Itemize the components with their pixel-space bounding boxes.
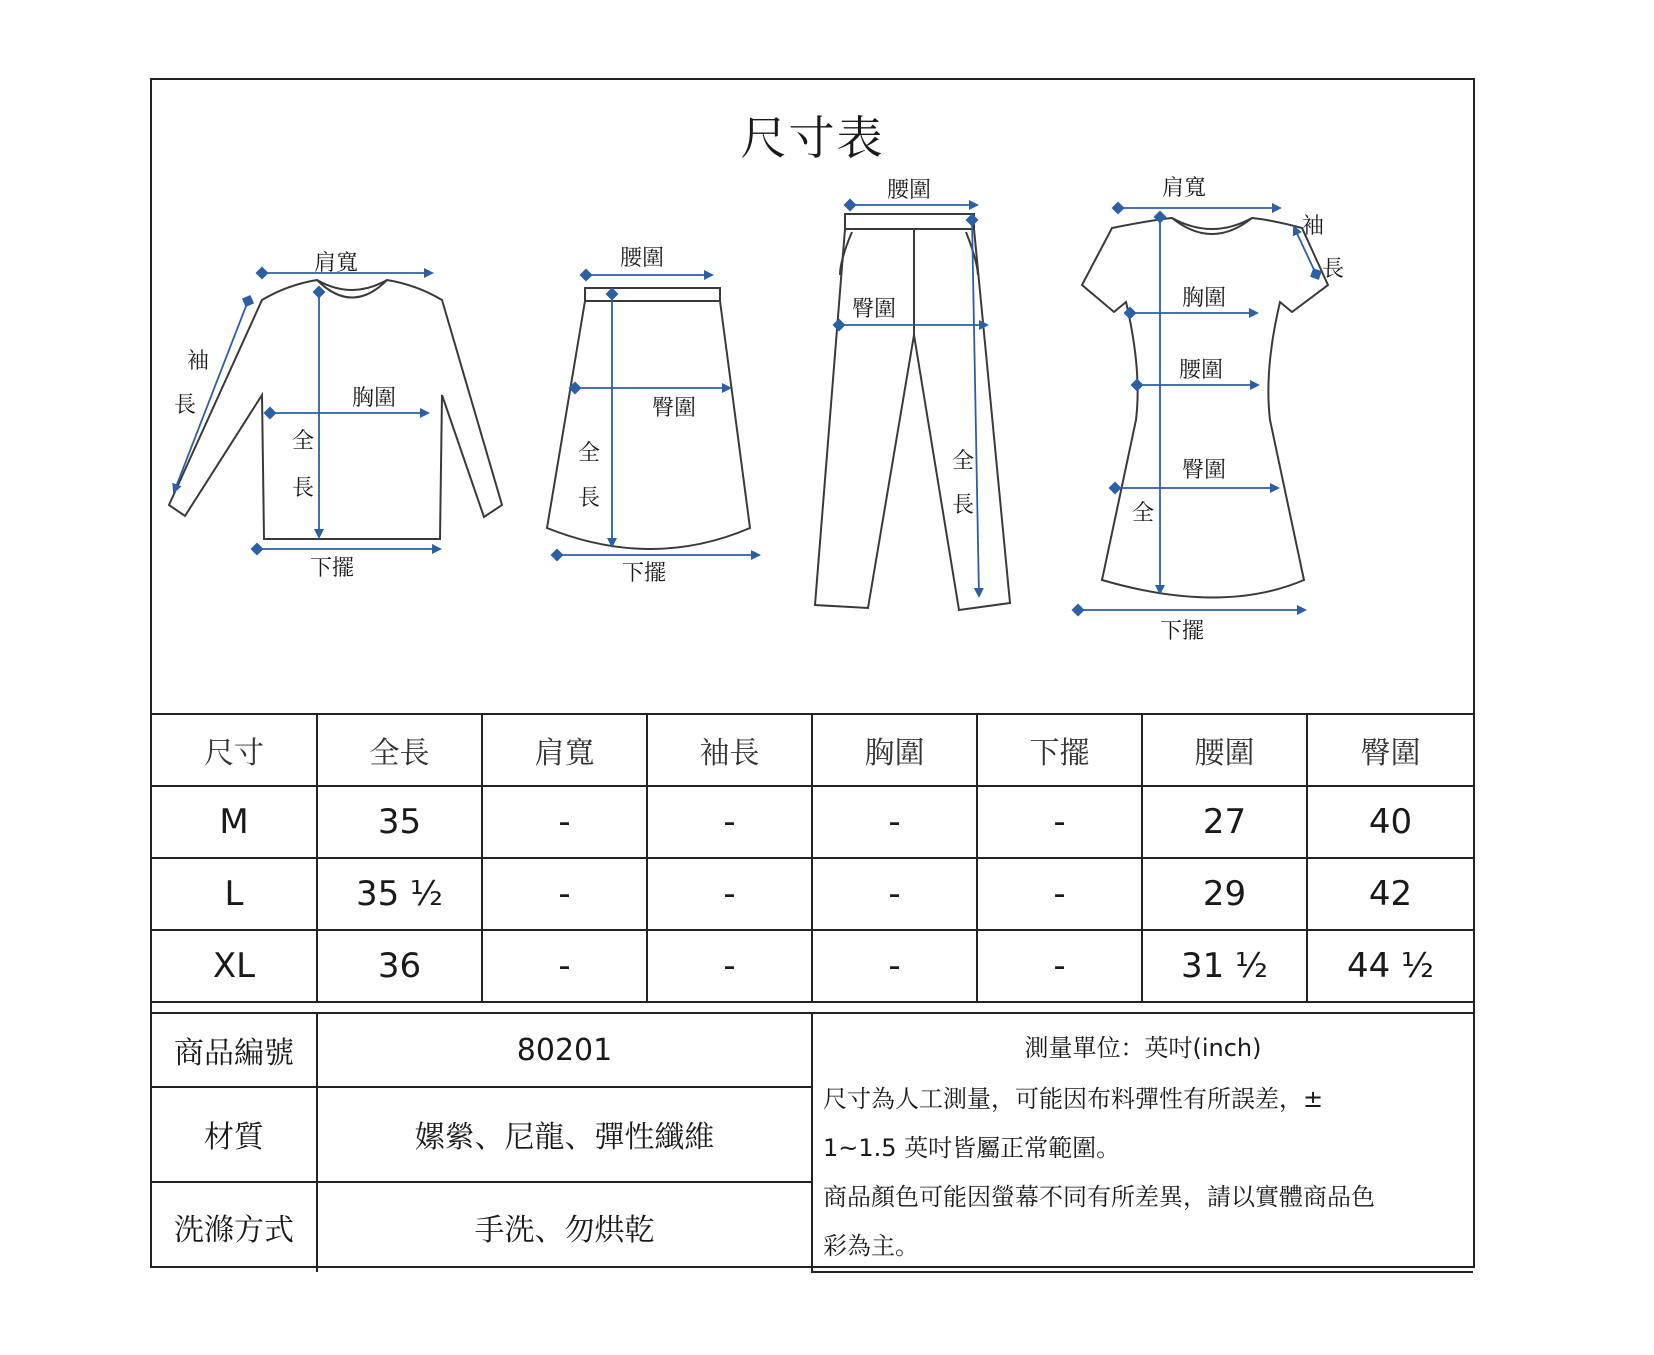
table-row	[152, 930, 1473, 1002]
product-code-row	[152, 1013, 1473, 1087]
label-dress-chest: 胸圍	[1182, 286, 1227, 311]
size-chart-sheet	[150, 78, 1475, 1268]
cell: 29	[1142, 858, 1307, 930]
garment-illustrations	[152, 80, 1473, 713]
label-dress-length: 全	[1132, 501, 1155, 526]
chart-title: 尺寸表	[740, 111, 885, 165]
cell: -	[482, 858, 647, 930]
pants-icon	[815, 214, 1010, 610]
cell: XL	[152, 930, 317, 1002]
header-waist: 腰圍	[1142, 714, 1307, 786]
label-chest: 胸圍	[352, 386, 397, 411]
cell: 31 ½	[1142, 930, 1307, 1002]
long-sleeve-top-icon	[169, 280, 502, 539]
dress-arrows	[1078, 208, 1316, 610]
cell: 35	[317, 786, 482, 858]
product-code-value: 80201	[317, 1013, 812, 1087]
label-skirt-hip: 臀圍	[652, 396, 697, 421]
label-skirt-length-1: 全	[578, 441, 601, 466]
dress-icon	[1082, 218, 1328, 598]
cell: 40	[1307, 786, 1473, 858]
cell: -	[647, 786, 812, 858]
header-length: 全長	[317, 714, 482, 786]
label-pants-hip: 臀圍	[852, 297, 897, 322]
product-code-label: 商品編號	[152, 1013, 317, 1087]
material-value: 嫘縈、尼龍、彈性纖維	[317, 1087, 812, 1182]
unit-note: 測量單位：英吋(inch)	[1024, 1034, 1262, 1062]
label-shoulder-width: 肩寬	[314, 251, 359, 276]
long-sleeve-top-arrows	[174, 273, 440, 549]
label-pants-length-1: 全	[952, 449, 975, 474]
label-skirt-hem: 下擺	[622, 561, 667, 586]
label-skirt-length-2: 長	[578, 486, 601, 511]
header-hip: 臀圍	[1307, 714, 1473, 786]
cell: 44 ½	[1307, 930, 1473, 1002]
label-hem: 下擺	[310, 556, 355, 581]
size-table	[152, 713, 1473, 1003]
label-dress-shoulder: 肩寬	[1162, 176, 1207, 201]
header-sleeve: 袖長	[647, 714, 812, 786]
note-line-2: 1~1.5 英吋皆屬正常範圍。	[823, 1134, 1121, 1162]
header-size: 尺寸	[152, 714, 317, 786]
measurement-notes	[812, 1013, 1473, 1272]
label-dress-sleeve-2: 長	[1322, 257, 1345, 282]
cell: -	[977, 930, 1142, 1002]
cell: -	[482, 786, 647, 858]
material-label: 材質	[152, 1087, 317, 1182]
label-skirt-waist: 腰圍	[620, 246, 665, 271]
header-shoulder: 肩寬	[482, 714, 647, 786]
cell: -	[812, 930, 977, 1002]
label-dress-waist: 腰圍	[1179, 358, 1224, 383]
header-chest: 胸圍	[812, 714, 977, 786]
cell: 35 ½	[317, 858, 482, 930]
cell: -	[647, 930, 812, 1002]
cell: L	[152, 858, 317, 930]
label-pants-waist: 腰圍	[887, 178, 932, 203]
label-dress-hip: 臀圍	[1182, 458, 1227, 483]
cell: -	[482, 930, 647, 1002]
cell: -	[977, 858, 1142, 930]
label-dress-hem: 下擺	[1160, 619, 1205, 644]
care-label: 洗滌方式	[152, 1182, 317, 1272]
table-row	[152, 858, 1473, 930]
table-row	[152, 786, 1473, 858]
garment-diagrams	[152, 80, 1473, 713]
note-line-4: 彩為主。	[823, 1232, 919, 1260]
header-hem: 下擺	[977, 714, 1142, 786]
size-table-header	[152, 714, 1473, 786]
cell: 42	[1307, 858, 1473, 930]
cell: -	[647, 858, 812, 930]
cell: -	[977, 786, 1142, 858]
cell: -	[812, 858, 977, 930]
label-length-2: 長	[292, 476, 315, 501]
label-sleeve-1: 袖	[187, 349, 210, 374]
note-line-1: 尺寸為人工測量，可能因布料彈性有所誤差，±	[823, 1085, 1324, 1113]
product-info-table	[152, 1012, 1473, 1273]
label-dress-sleeve-1: 袖	[1302, 214, 1325, 239]
cell: -	[812, 786, 977, 858]
note-line-3: 商品顏色可能因螢幕不同有所差異，請以實體商品色	[823, 1183, 1375, 1211]
label-pants-length-2: 長	[952, 493, 975, 518]
cell: 27	[1142, 786, 1307, 858]
cell: M	[152, 786, 317, 858]
label-sleeve-2: 長	[174, 393, 197, 418]
label-length-1: 全	[292, 429, 315, 454]
care-value: 手洗、勿烘乾	[317, 1182, 812, 1272]
cell: 36	[317, 930, 482, 1002]
